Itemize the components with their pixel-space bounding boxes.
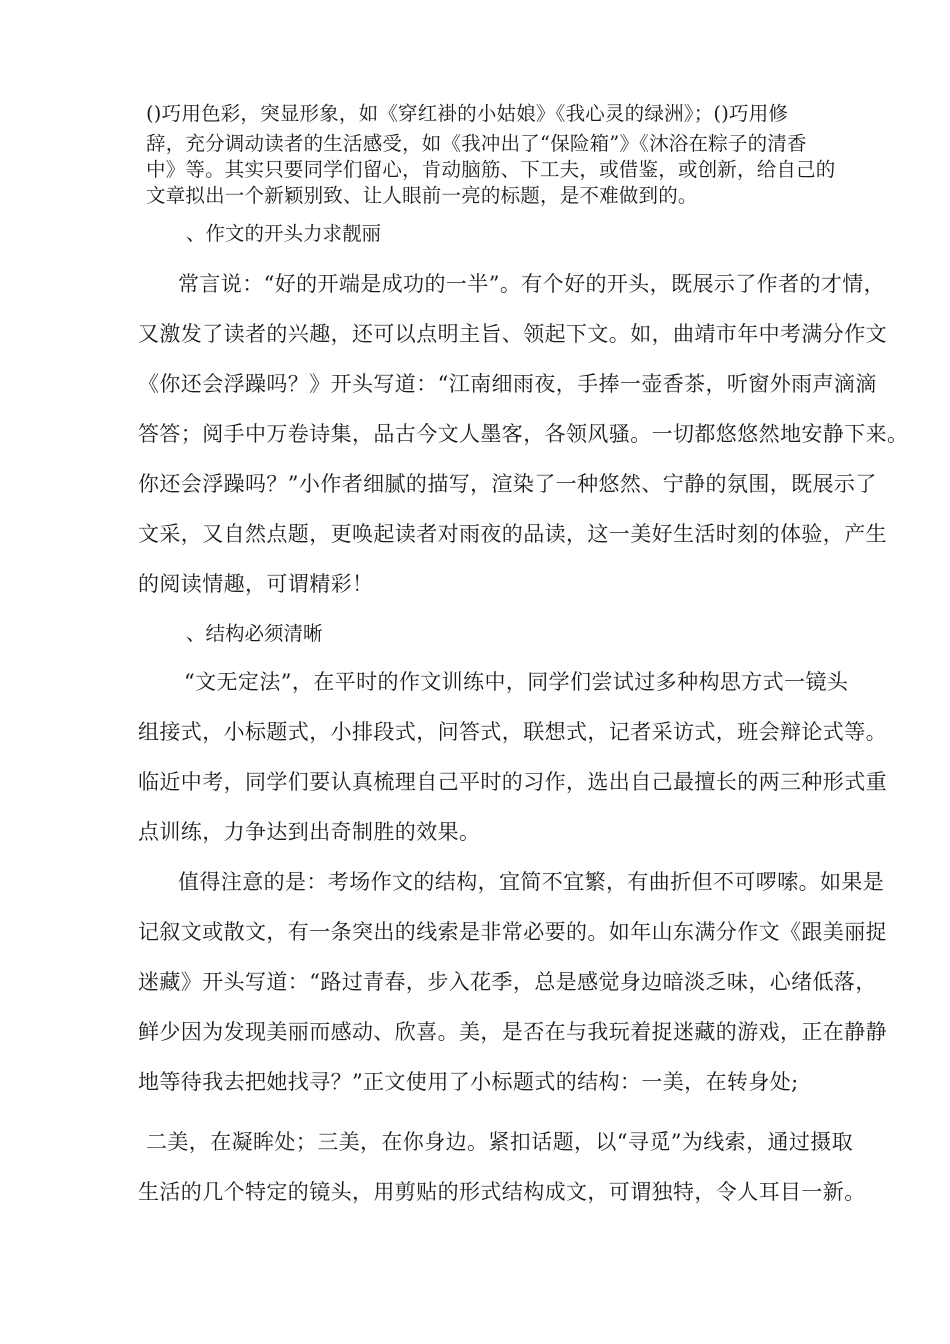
text-line: 的阅读情趣，可谓精彩！ (138, 572, 374, 596)
section-heading-opening: 、作文的开头力求靓丽 (186, 222, 382, 245)
text-line: 二美，在凝眸处；三美，在你身边。紧扣话题，以“寻觅”为线索，通过摄取 (146, 1130, 854, 1154)
text-line: 迷藏》开头写道：“路过青春，步入花季，总是感觉身边暗淡乏味，心绪低落， (138, 970, 877, 994)
text-line: ()巧用色彩，突显形象，如《穿红褂的小姑娘》《我心灵的绿洲》；()巧用修 (146, 102, 789, 125)
text-line: 文章拟出一个新颖别致、让人眼前一亮的标题，是不难做到的。 (146, 184, 698, 207)
text-line: 点训练，力争达到出奇制胜的效果。 (138, 820, 481, 844)
text-line: 生活的几个特定的镜头，用剪贴的形式结构成文，可谓独特，令人耳目一新。 (138, 1180, 866, 1204)
text-line: 文采，又自然点题，更唤起读者对雨夜的品读，这一美好生活时刻的体验，产生 (138, 522, 887, 546)
text-line: 中》等。其实只要同学们留心，肯动脑筋、下工夫，或借鉴，或创新，给自己的 (146, 158, 836, 181)
text-line: 值得注意的是：考场作文的结构，宜简不宜繁，有曲折但不可啰嗦。如果是 (178, 870, 885, 894)
text-line: 地等待我去把她找寻？”正文使用了小标题式的结构：一美，在转身处; (138, 1070, 799, 1094)
text-line: 组接式，小标题式，小排段式，问答式，联想式，记者采访式，班会辩论式等。 (138, 720, 887, 744)
text-line: 答答；阅手中万卷诗集，品古今文人墨客，各领风骚。一切都悠悠然地安静下来。 (138, 422, 909, 446)
text-line: 辞，充分调动读者的生活感受，如《我冲出了“保险箱”》《沐浴在粽子的清香 (146, 132, 807, 155)
text-line: 记叙文或散文，有一条突出的线索是非常必要的。如年山东满分作文《跟美丽捉 (138, 920, 887, 944)
text-line: 临近中考，同学们要认真梳理自己平时的习作，选出自己最擅长的两三种形式重 (138, 770, 887, 794)
text-line: 又激发了读者的兴趣，还可以点明主旨、领起下文。如，曲靖市年中考满分作文 (138, 322, 887, 346)
section-heading-structure: 、结构必须清晰 (186, 622, 323, 645)
text-line: “文无定法”，在平时的作文训练中，同学们尝试过多种构思方式一镜头 (184, 670, 849, 694)
text-line: 鲜少因为发现美丽而感动、欣喜。美，是否在与我玩着捉迷藏的游戏，正在静静 (138, 1020, 887, 1044)
text-line: 你还会浮躁吗？”小作者细腻的描写，渲染了一种悠然、宁静的氛围，既展示了 (138, 472, 877, 496)
text-line: 《你还会浮躁吗？》开头写道：“江南细雨夜，手捧一壶香茶，听窗外雨声滴滴 (138, 372, 877, 396)
text-line: 常言说：“好的开端是成功的一半”。有个好的开头，既展示了作者的才情， (178, 272, 886, 296)
